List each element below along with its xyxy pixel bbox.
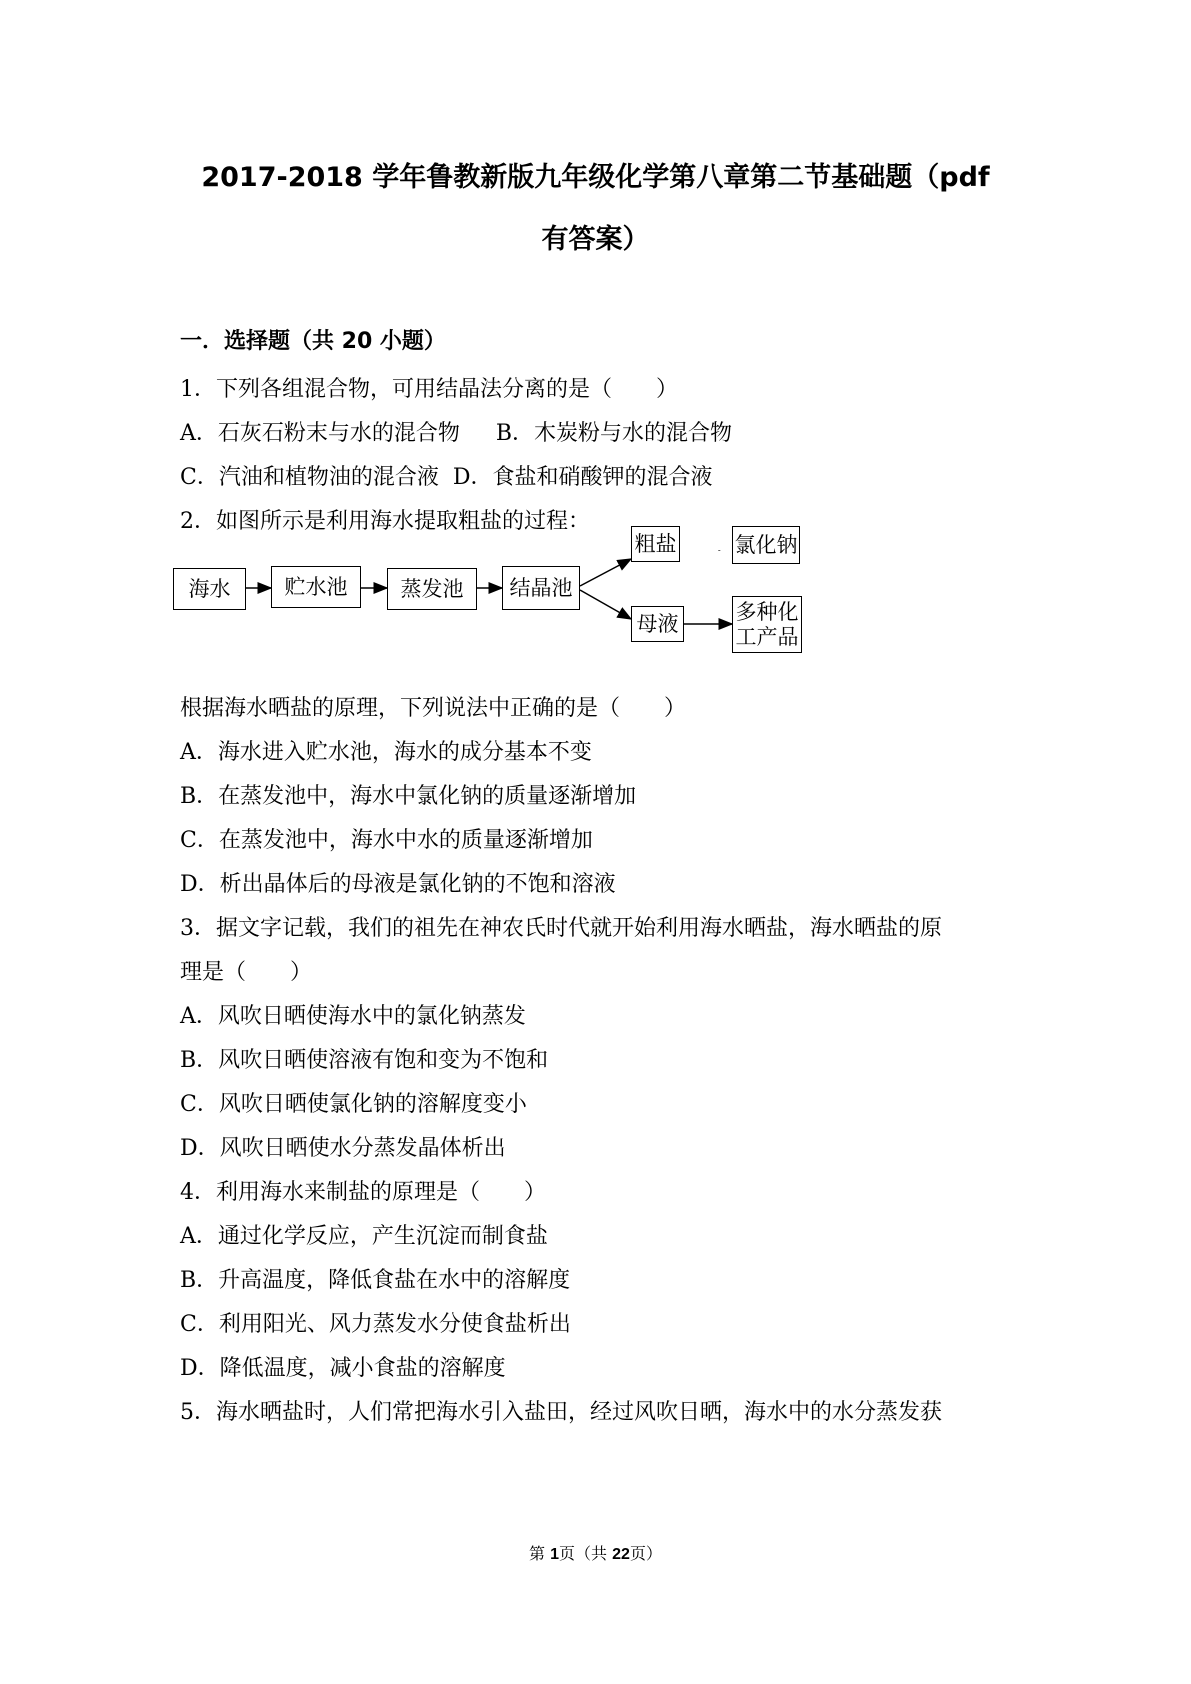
document-title-line2: 有答案） [541, 224, 650, 255]
q2-question: 根据海水晒盐的原理，下列说法中正确的是（ ） [180, 696, 687, 721]
q2-option-b: B．在蒸发池中，海水中氯化钠的质量逐渐增加 [180, 784, 637, 809]
products-label-line1: 多种化 [735, 600, 799, 625]
q5-stem-line1: 5．海水晒盐时，人们常把海水引入盐田，经过风吹日晒，海水中的水分蒸发获 [180, 1400, 942, 1425]
q2-option-a: A．海水进入贮水池，海水的成分基本不变 [180, 740, 592, 765]
q4-option-c: C．利用阳光、风力蒸发水分使食盐析出 [180, 1312, 571, 1337]
q4-stem: 4．利用海水来制盐的原理是（ ） [180, 1180, 546, 1205]
box-evaporation-pool: 蒸发池 [387, 568, 477, 610]
q4-option-d: D．降低温度，减小食盐的溶解度 [180, 1356, 506, 1381]
footer-middle: 页（共 [559, 1544, 613, 1563]
q1-option-a: A．石灰石粉末与水的混合物 [180, 421, 460, 446]
q2-option-c: C．在蒸发池中，海水中水的质量逐渐增加 [180, 828, 593, 853]
q3-option-d: D．风吹日晒使水分蒸发晶体析出 [180, 1136, 506, 1161]
q2-stem: 2．如图所示是利用海水提取粗盐的过程： [180, 509, 590, 534]
q3-stem-line1: 3．据文字记载，我们的祖先在神农氏时代就开始利用海水晒盐，海水晒盐的原 [180, 916, 942, 941]
q1-stem: 1．下列各组混合物，可用结晶法分离的是（ ） [180, 377, 678, 402]
q3-option-c: C．风吹日晒使氯化钠的溶解度变小 [180, 1092, 527, 1117]
footer-total-pages: 22 [612, 1546, 630, 1563]
document-title-line1: 2017-2018 学年鲁教新版九年级化学第八章第二节基础题（pdf [201, 162, 990, 193]
arrow-crystallization-to-mother-liquor [580, 590, 631, 619]
q1-option-c: C．汽油和植物油的混合液 [180, 465, 439, 490]
q3-option-a: A．风吹日晒使海水中的氯化钠蒸发 [180, 1004, 526, 1029]
box-crystallization-pool: 结晶池 [502, 566, 580, 610]
section-heading: 一．选择题（共 20 小题） [180, 329, 446, 354]
salt-extraction-diagram [180, 531, 880, 710]
box-chemical-products [732, 596, 802, 653]
page-footer [0, 1541, 1191, 1564]
q1-options-cd [180, 460, 712, 491]
box-mother-liquor: 母液 [631, 606, 684, 642]
box-sodium-chloride: 氯化钠 [732, 526, 800, 564]
footer-prefix: 第 [529, 1544, 551, 1563]
box-crude-salt: 粗盐 [631, 526, 680, 562]
q3-stem-line2: 理是（ ） [180, 960, 313, 985]
footer-page-number: 1 [550, 1546, 560, 1563]
q4-option-a: A．通过化学反应，产生沉淀而制食盐 [180, 1224, 548, 1249]
q2-option-d: D．析出晶体后的母液是氯化钠的不饱和溶液 [180, 872, 616, 897]
box-seawater: 海水 [173, 568, 246, 610]
q4-option-b: B．升高温度，降低食盐在水中的溶解度 [180, 1268, 571, 1293]
box-storage-pool: 贮水池 [271, 566, 361, 608]
products-label-line2: 工产品 [735, 624, 799, 649]
arrow-crystallization-to-crude-salt [580, 559, 631, 586]
footer-suffix: 页） [629, 1544, 662, 1563]
q1-option-d: D．食盐和硝酸钾的混合液 [452, 465, 713, 490]
q1-options-ab [180, 416, 732, 447]
q1-option-b: B．木炭粉与水的混合物 [495, 421, 733, 446]
q3-option-b: B．风吹日晒使溶液有饱和变为不饱和 [180, 1048, 549, 1073]
